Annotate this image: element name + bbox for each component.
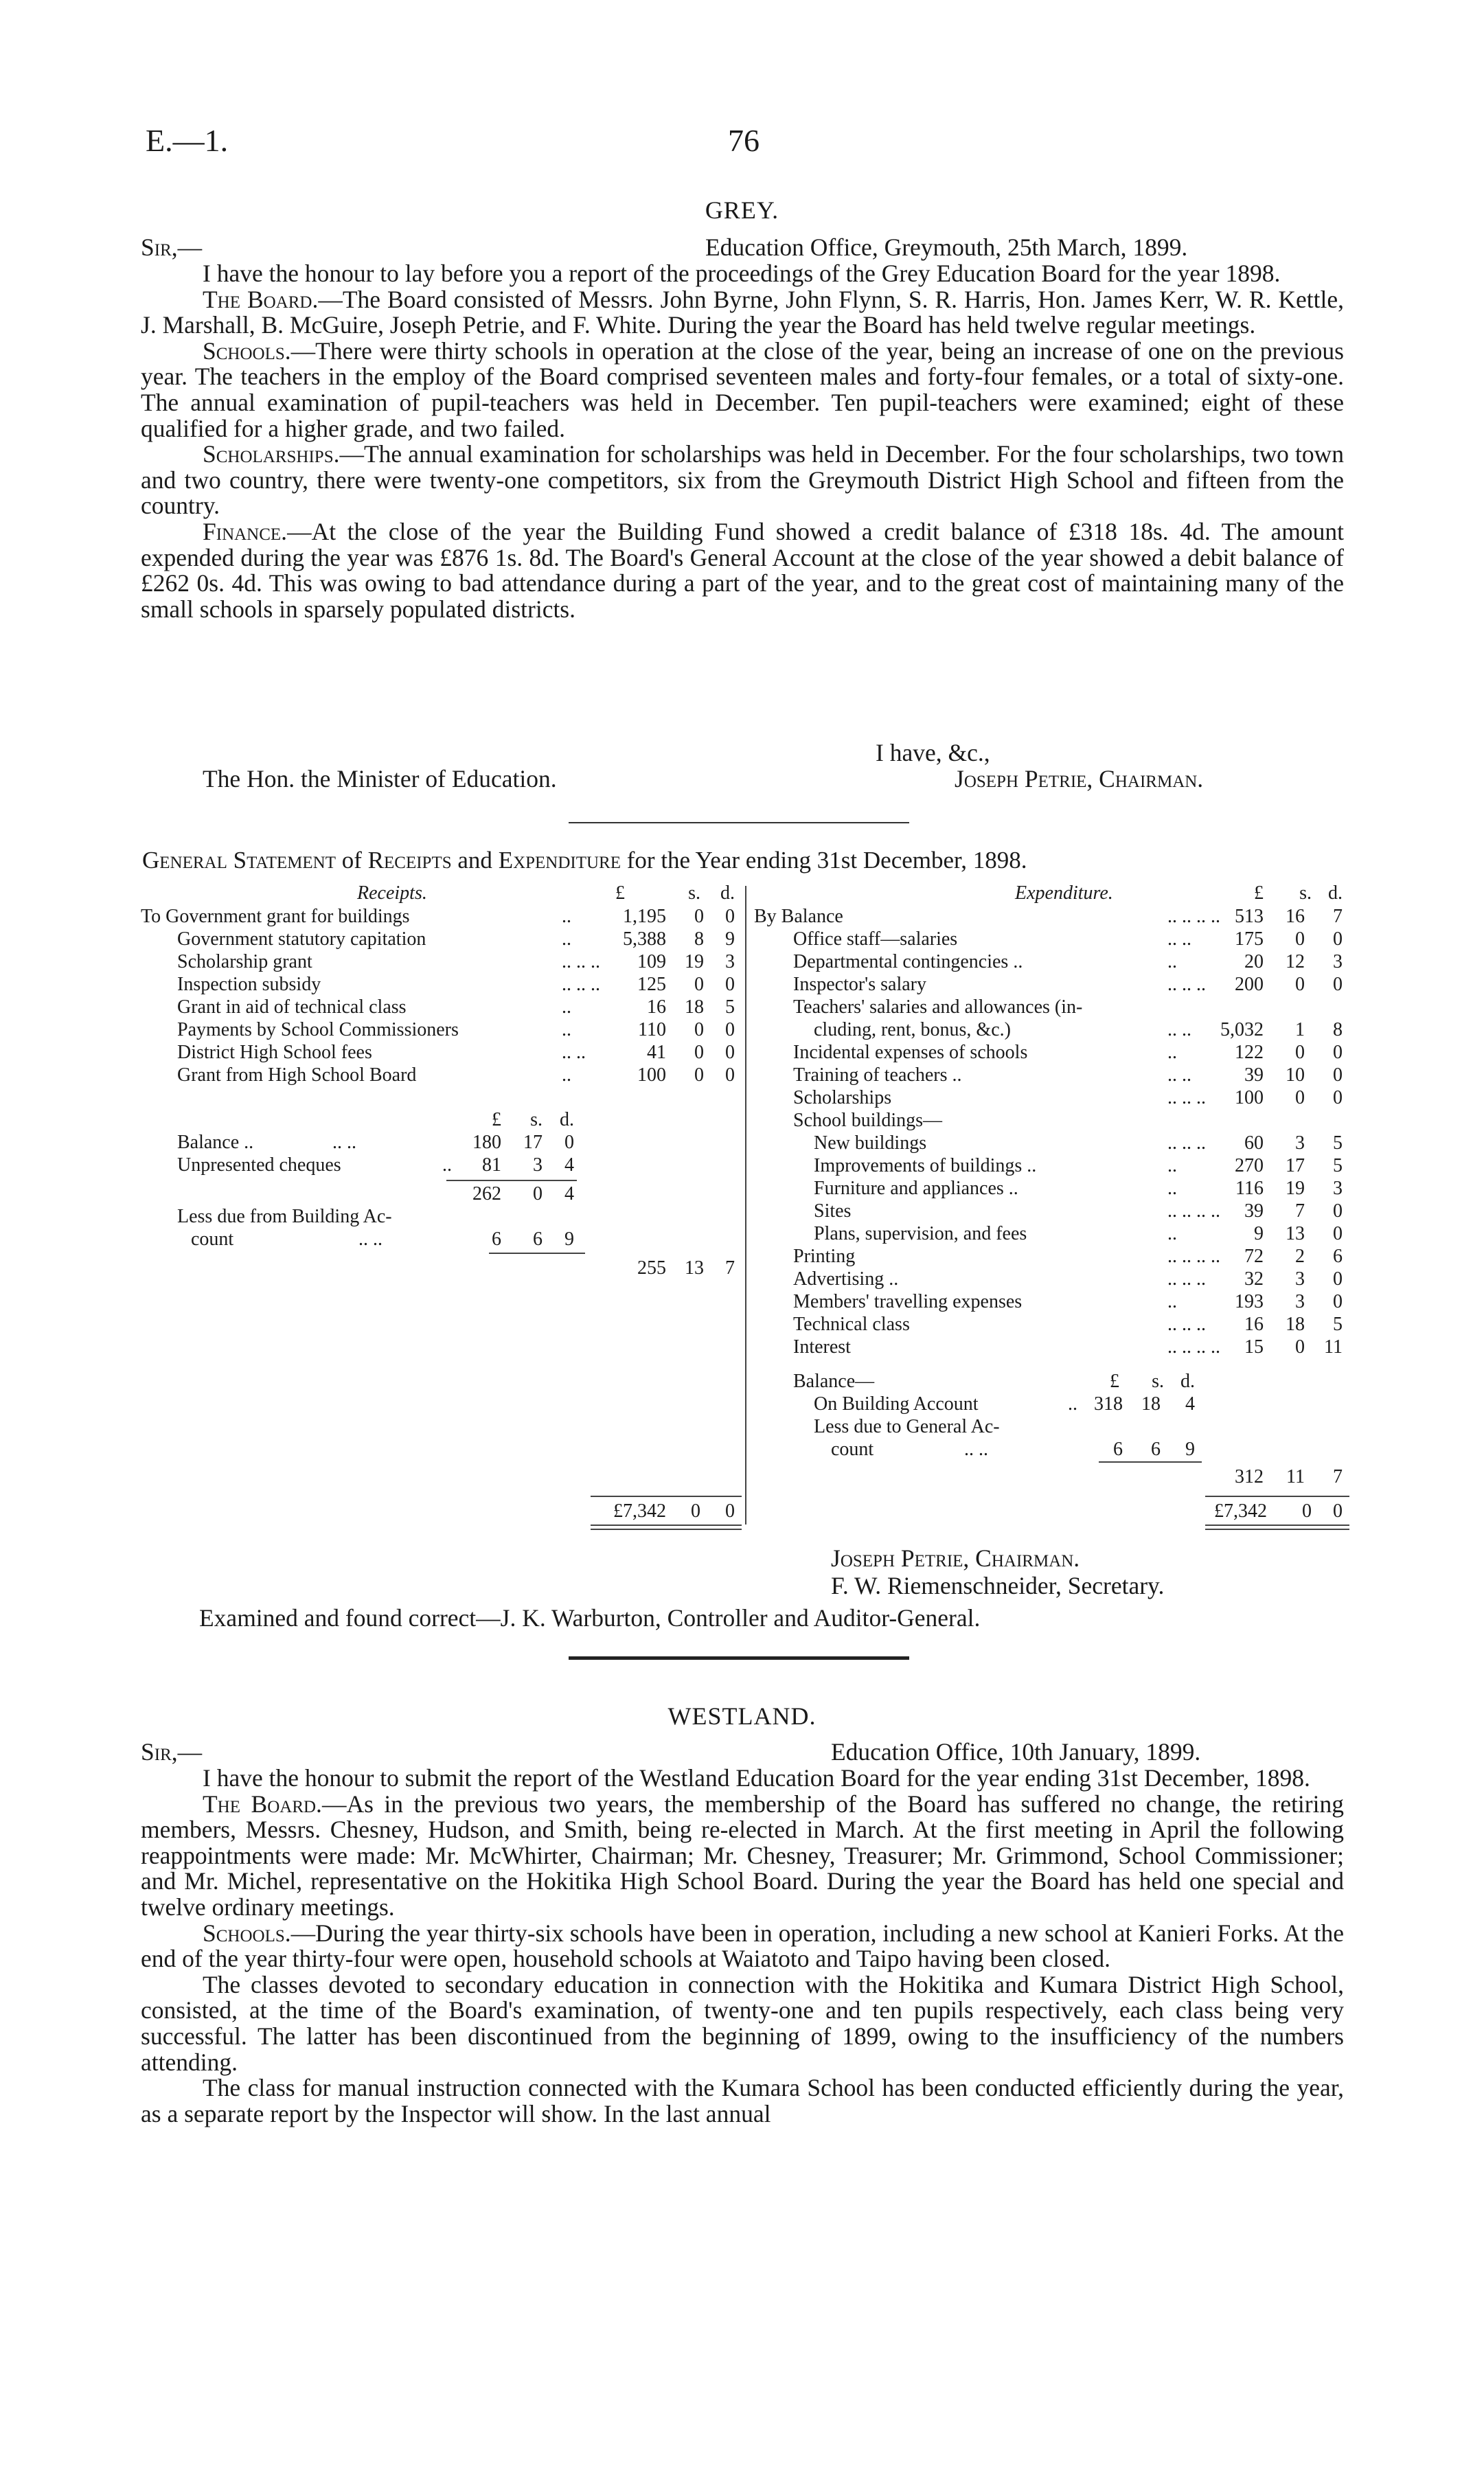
statement-title-part: Receipts [367,847,452,874]
exp-net-l: 312 [1235,1466,1264,1487]
expenditure-row-pounds: 60 [1244,1132,1264,1154]
expenditure-row-label: cluding, rent, bonus, &c.) [814,1019,1011,1040]
expenditure-row-pence: 3 [1333,1178,1343,1199]
expenditure-row-pounds: 100 [1235,1087,1264,1108]
statement-title-part: for the Year ending 31st December, 1898. [626,847,1027,874]
exp-less-text: count [831,1439,874,1460]
expenditure-col-pound: £ [1254,882,1264,904]
grey-body [141,261,1344,622]
receipt-row-pence: 3 [725,951,735,972]
expenditure-row-pence: 0 [1333,928,1343,950]
rec-less-dots: .. .. [358,1229,383,1250]
receipt-row-shillings: 0 [694,1019,704,1040]
exp-total-l: £7,342 [1214,1500,1267,1522]
expenditure-row-pounds: 122 [1235,1042,1264,1063]
expenditure-row-dots: .. .. [1167,1064,1191,1086]
grey-salutation-line [141,235,1344,261]
rec-less-label-1: Less due from Building Ac- [177,1206,392,1227]
receipt-row-dots: .. [562,1064,571,1086]
expenditure-row-dots: .. [1167,951,1177,972]
rec-balance-d: 0 [564,1132,574,1153]
expenditure-row-shillings: 0 [1295,928,1305,950]
receipt-row-shillings: 8 [694,928,704,950]
receipt-row-shillings: 18 [685,996,704,1018]
exp-net-d: 7 [1333,1466,1343,1487]
expenditure-row-pounds: 72 [1244,1246,1264,1267]
expenditure-row-pounds: 32 [1244,1268,1264,1290]
expenditure-row-label: By Balance [754,906,843,927]
statement-title-part: and [457,847,492,874]
expenditure-row-label: Advertising .. [793,1268,899,1290]
westland-intro: I have the honour to submit the report of the Westland Education Board for the year ending 31st December, 1898. [203,1764,1310,1792]
expenditure-row-label: Inspector's salary [793,974,926,995]
rec-sub-head-d: d. [560,1109,574,1130]
expenditure-row-shillings: 3 [1295,1132,1305,1154]
expenditure-row-shillings: 3 [1295,1268,1305,1290]
exp-building-label [814,1393,1077,1415]
expenditure-row-label: Printing [793,1246,856,1267]
rec-balance-s: 17 [523,1132,543,1153]
running-header-section: E.—1. [146,123,229,158]
receipt-row-pounds: 125 [637,974,666,995]
rec-less-s: 6 [533,1229,543,1250]
receipts-heading: Receipts. [357,882,427,904]
westland-salutation: Sir,— [141,1738,203,1766]
westland-schools-paragraph [141,1921,1344,1972]
expenditure-row-pounds: 193 [1235,1291,1264,1312]
grey-board-text: —The Board consisted of Messrs. John Byrne, John Flynn, S. R. Harris, Hon. James Kerr, W. R. Kettle, J. Marshall, B. McGuire, Joseph Petrie, and F. White. During the year the Board has held twelve regular meetings. [141,285,1344,339]
expenditure-row-shillings: 0 [1295,1042,1305,1063]
westland-body [141,1766,1344,2127]
receipt-row-pence: 5 [725,996,735,1018]
rec-less-d: 9 [564,1229,574,1250]
receipt-row-dots: .. [562,996,571,1018]
expenditure-row-dots: .. .. [1167,928,1191,950]
receipt-row-shillings: 0 [694,974,704,995]
expenditure-row-dots: .. .. [1167,1019,1191,1040]
rec-cheques-d: 4 [564,1154,574,1176]
rec-balance-label [177,1131,356,1154]
expenditure-row-shillings: 0 [1295,974,1305,995]
expenditure-row-shillings: 18 [1286,1314,1305,1335]
exp-total-rule-bottom [1205,1525,1349,1526]
expenditure-row-dots: .. .. .. .. [1167,1246,1220,1267]
westland-schools-text: —During the year thirty-six schools have been in operation, including a new school at Kanieri Forks. At the end of the year thirty-four were open, household schools at Waiatoto and Taipo having been closed. [141,1919,1344,1973]
receipt-row-dots: .. [562,906,571,927]
exp-total-d: 0 [1333,1500,1343,1522]
exp-building-l: 318 [1094,1393,1123,1415]
expenditure-row-dots: .. [1167,1223,1177,1244]
grey-finance-paragraph [141,519,1344,622]
exp-less-label-2 [831,1438,988,1461]
expenditure-row-label: Sites [814,1200,852,1222]
expenditure-row-dots: .. .. .. [1167,1132,1206,1154]
grey-board-paragraph [141,287,1344,339]
expenditure-row-dots: .. .. .. .. [1167,906,1220,927]
rec-less-rule [489,1253,585,1254]
expenditure-row-dots: .. [1167,1042,1177,1063]
exp-total-rule-top [1205,1496,1349,1497]
receipt-row-label: District High School fees [177,1042,372,1063]
rec-cheques-label [177,1154,452,1176]
rec-total-s: 0 [691,1500,700,1522]
receipt-row-dots: .. [562,1019,571,1040]
receipt-row-label: To Government grant for buildings [141,906,410,927]
statement-title [142,847,1345,874]
receipt-row-dots: .. [562,928,571,950]
receipts-col-pound: £ [615,882,625,904]
grey-scholarships-heading: Scholarships. [203,440,340,468]
expenditure-row-shillings: 19 [1286,1178,1305,1199]
expenditure-row-pence: 0 [1333,1291,1343,1312]
expenditure-row-pence: 0 [1333,1200,1343,1222]
expenditure-row-shillings: 17 [1286,1155,1305,1176]
statement-title-part: of [341,847,362,874]
receipts-col-d: d. [720,882,735,904]
expenditure-row-pence: 0 [1333,1087,1343,1108]
exp-less-rule [1099,1461,1202,1463]
expenditure-row-label: New buildings [814,1132,927,1154]
receipt-row-pounds: 41 [647,1042,666,1063]
grey-addressee: The Hon. the Minister of Education. [203,765,557,792]
expenditure-row-dots: .. .. .. .. [1167,1200,1220,1222]
receipt-row-pence: 0 [725,974,735,995]
expenditure-row-pounds: 175 [1235,928,1264,950]
grey-board-heading: The Board. [203,285,319,313]
exp-less-s: 6 [1151,1439,1161,1460]
rec-total-rule-double [591,1529,742,1530]
expenditure-row-pounds: 9 [1254,1223,1264,1244]
expenditure-row-dots: .. [1167,1155,1177,1176]
receipt-row-pence: 0 [725,1064,735,1086]
receipt-row-shillings: 0 [694,1042,704,1063]
expenditure-row-pence: 0 [1333,1268,1343,1290]
receipt-row-pounds: 100 [637,1064,666,1086]
receipt-row-dots: .. .. .. [562,951,600,972]
rec-total-d: 0 [725,1500,735,1522]
grey-intro: I have the honour to lay before you a report of the proceedings of the Grey Education Board for the year 1898. [203,260,1281,287]
grey-scholarships-paragraph [141,442,1344,519]
expenditure-row-pence: 0 [1333,1042,1343,1063]
expenditure-row-shillings: 1 [1295,1019,1305,1040]
receipts-col-s: s. [688,882,700,904]
receipt-row-pounds: 1,195 [623,906,666,927]
statement-title-part: Expenditure [498,847,621,874]
expenditure-row-shillings: 0 [1295,1087,1305,1108]
grey-schools-text: —There were thirty schools in operation at the close of the year, being an increase of one on the previous year. The teachers in the employ of the Board comprised seventeen males and forty-four females, or a total of sixty-one. The annual examination of pupil-teachers was held in December. Ten pupil-teachers were examined; eight of these qualified for a higher grade, and two failed. [141,336,1344,442]
westland-board-heading: The Board. [203,1790,322,1818]
receipt-row-shillings: 0 [694,906,704,927]
rec-sum-l: 262 [472,1183,501,1205]
rec-balance-text: Balance .. [177,1132,254,1153]
receipt-row-pence: 0 [725,1019,735,1040]
exp-building-dots: .. [1068,1393,1077,1415]
exp-building-text: On Building Account [814,1393,979,1415]
expenditure-row-label: Scholarships [793,1087,892,1108]
expenditure-col-s: s. [1299,882,1312,904]
receipt-row-label: Grant in aid of technical class [177,996,407,1018]
receipt-row-label: Government statutory capitation [177,928,426,950]
receipt-row-label: Payments by School Commissioners [177,1019,459,1040]
grey-signature: Joseph Petrie, Chairman. [955,765,1204,792]
rec-net-l: 255 [637,1257,666,1279]
exp-less-label-1: Less due to General Ac- [814,1416,1000,1437]
exp-total-rule-double [1205,1529,1349,1530]
grey-address: Education Office, Greymouth, 25th March, 1899. [705,233,1188,261]
westland-title: WESTLAND. [667,1702,817,1730]
rec-total-l: £7,342 [613,1500,666,1522]
expenditure-row-pounds: 200 [1235,974,1264,995]
expenditure-row-label: Office staff—salaries [793,928,958,950]
table-center-rule [745,886,746,1525]
page-number: 76 [728,123,760,158]
westland-board-text: —As in the previous two years, the membership of the Board has suffered no change, the retiring members, Messrs. Chesney, Hudson, and Smith, being re-elected in March. At the first meeting in April the following reappointments were made: Mr. McWhirter, Chairman; Mr. Chesney, Treasurer; Mr. Grimmond, School Commissioner; and Mr. Michel, representative on the Hokitika High School Board. During the year the Board has held one special and twelve ordinary meetings. [141,1790,1344,1921]
exp-building-d: 4 [1185,1393,1195,1415]
grey-scholarships-text: —The annual examination for scholarships was held in December. For the four scholarships, two town and two country, there were twenty-one competitors, six from the Greymouth District High School and fifteen from the country. [141,440,1344,520]
receipt-row-label: Scholarship grant [177,951,312,972]
westland-secondary-paragraph: The classes devoted to secondary education in connection with the Hokitika and Kumara District High School, consisted, at the time of the Board's examination, of twenty-one and ten pupils respectively, each class being very successful. The latter has been discontinued from the beginning of 1899, owing to the insufficiency of the numbers attending. [141,1970,1344,2076]
expenditure-row-shillings: 12 [1286,951,1305,972]
rec-less-l: 6 [492,1229,501,1250]
rec-sub-head-s: s. [530,1109,543,1130]
expenditure-row-shillings: 3 [1295,1291,1305,1312]
westland-board-paragraph [141,1792,1344,1921]
expenditure-row-dots: .. .. .. .. [1167,1336,1220,1358]
statement-sign-chairman: Joseph Petrie, Chairman. [831,1544,1080,1572]
westland-schools-heading: Schools. [203,1919,291,1947]
expenditure-row-pounds: 20 [1244,951,1264,972]
expenditure-row-label: Technical class [793,1314,910,1335]
rec-cheques-dots: .. [442,1154,452,1176]
rec-total-rule-bottom [591,1525,742,1526]
receipt-row-pence: 0 [725,906,735,927]
exp-sub-head-s: s. [1152,1371,1164,1392]
receipt-row-dots: .. .. [562,1042,586,1063]
expenditure-row-shillings: 16 [1286,906,1305,927]
section-divider [569,1656,909,1660]
rec-sum-d: 4 [564,1183,574,1205]
westland-manual-paragraph: The class for manual instruction connected with the Kumara School has been conducted efficiently during the year, as a separate report by the Inspector will show. In the last annual [141,2074,1344,2127]
receipt-row-pounds: 16 [647,996,666,1018]
rec-balance-l: 180 [472,1132,501,1153]
rec-cheques-s: 3 [533,1154,543,1176]
expenditure-row-label: Furniture and appliances .. [814,1178,1018,1199]
receipt-row-dots: .. .. .. [562,974,600,995]
expenditure-row-pence: 11 [1324,1336,1343,1358]
expenditure-row-label: Teachers' salaries and allowances (in- [793,996,1083,1018]
receipt-row-label: Inspection subsidy [177,974,321,995]
exp-less-d: 9 [1185,1439,1195,1460]
expenditure-row-label: Plans, supervision, and fees [814,1223,1027,1244]
exp-building-s: 18 [1141,1393,1161,1415]
rec-cheques-text: Unpresented cheques [177,1154,341,1176]
expenditure-row-label: School buildings— [793,1110,943,1131]
receipt-row-pence: 9 [725,928,735,950]
grey-schools-heading: Schools. [203,336,291,365]
expenditure-row-pounds: 15 [1244,1336,1264,1358]
rec-sub-head-pound: £ [492,1109,501,1130]
expenditure-row-pounds: 513 [1235,906,1264,927]
statement-sign-secretary: F. W. Riemenschneider, Secretary. [831,1572,1165,1599]
expenditure-row-label: Departmental contingencies .. [793,951,1023,972]
expenditure-row-dots: .. .. .. [1167,1087,1206,1108]
rec-balance-dots: .. .. [332,1132,356,1153]
expenditure-row-shillings: 13 [1286,1223,1305,1244]
expenditure-row-pence: 0 [1333,974,1343,995]
grey-salutation: Sir,— [141,233,203,261]
westland-address: Education Office, 10th January, 1899. [831,1738,1201,1766]
expenditure-row-dots: .. .. .. [1167,1314,1206,1335]
expenditure-row-pence: 5 [1333,1155,1343,1176]
statement-examined: Examined and found correct—J. K. Warburton, Controller and Auditor-General. [199,1604,981,1632]
expenditure-row-shillings: 10 [1286,1064,1305,1086]
rec-less-text: count [191,1229,234,1250]
expenditure-row-label: Interest [793,1336,851,1358]
expenditure-row-pence: 3 [1333,951,1343,972]
expenditure-row-pence: 8 [1333,1019,1343,1040]
expenditure-row-pence: 0 [1333,1064,1343,1086]
expenditure-row-pence: 7 [1333,906,1343,927]
exp-less-l: 6 [1113,1439,1123,1460]
receipt-row-shillings: 19 [685,951,704,972]
divider [569,822,909,823]
expenditure-row-pounds: 16 [1244,1314,1264,1335]
grey-closing: I have, &c., [876,739,990,766]
exp-total-s: 0 [1302,1500,1312,1522]
westland-salutation-line [141,1739,1344,1766]
exp-less-dots: .. .. [964,1439,988,1460]
expenditure-row-label: Incidental expenses of schools [793,1042,1028,1063]
expenditure-row-dots: .. [1167,1291,1177,1312]
grey-schools-paragraph [141,336,1344,442]
exp-sub-head-d: d. [1180,1371,1195,1392]
expenditure-row-shillings: 7 [1295,1200,1305,1222]
expenditure-heading: Expenditure. [1015,882,1113,904]
grey-finance-text: —At the close of the year the Building Fund showed a credit balance of £318 18s. 4d. The amount expended during the year was £876 1s. 8d. The Board's General Account at the close of the year showed a debit balance of £262 0s. 4d. This was owing to bad attendance during a part of the year, and to the great cost of maintaining many of the small schools in sparsely populated districts. [141,517,1344,623]
expenditure-row-label: Improvements of buildings .. [814,1155,1037,1176]
exp-net-s: 11 [1286,1466,1305,1487]
expenditure-row-label: Members' travelling expenses [793,1291,1023,1312]
expenditure-row-dots: .. .. .. [1167,974,1206,995]
rec-less-label-2 [191,1228,383,1251]
exp-sub-head-pound: £ [1110,1371,1119,1392]
expenditure-row-pence: 5 [1333,1314,1343,1335]
receipt-row-label: Grant from High School Board [177,1064,417,1086]
expenditure-row-pence: 0 [1333,1223,1343,1244]
expenditure-row-dots: .. .. .. [1167,1268,1206,1290]
rec-sum-s: 0 [533,1183,543,1205]
expenditure-row-pounds: 5,032 [1220,1019,1264,1040]
receipt-row-pounds: 5,388 [623,928,666,950]
expenditure-row-shillings: 2 [1295,1246,1305,1267]
expenditure-row-shillings: 0 [1295,1336,1305,1358]
expenditure-row-pence: 5 [1333,1132,1343,1154]
statement-title-part: General Statement [142,847,336,874]
expenditure-row-pounds: 39 [1244,1200,1264,1222]
rec-net-s: 13 [685,1257,704,1279]
exp-balance-label: Balance— [793,1371,875,1392]
receipt-row-shillings: 0 [694,1064,704,1086]
rec-cheques-l: 81 [482,1154,501,1176]
rec-sub-rule [446,1180,577,1181]
grey-finance-heading: Finance. [203,517,288,545]
expenditure-row-label: Training of teachers .. [793,1064,962,1086]
receipt-row-pounds: 110 [638,1019,666,1040]
grey-title: GREY. [705,196,779,224]
expenditure-row-pounds: 270 [1235,1155,1264,1176]
expenditure-col-d: d. [1328,882,1343,904]
expenditure-row-dots: .. [1167,1178,1177,1199]
expenditure-row-pounds: 39 [1244,1064,1264,1086]
receipt-row-pounds: 109 [637,951,666,972]
rec-net-d: 7 [725,1257,735,1279]
expenditure-row-pence: 6 [1333,1246,1343,1267]
expenditure-row-pounds: 116 [1235,1178,1264,1199]
rec-total-rule-top [591,1496,742,1497]
receipt-row-pence: 0 [725,1042,735,1063]
